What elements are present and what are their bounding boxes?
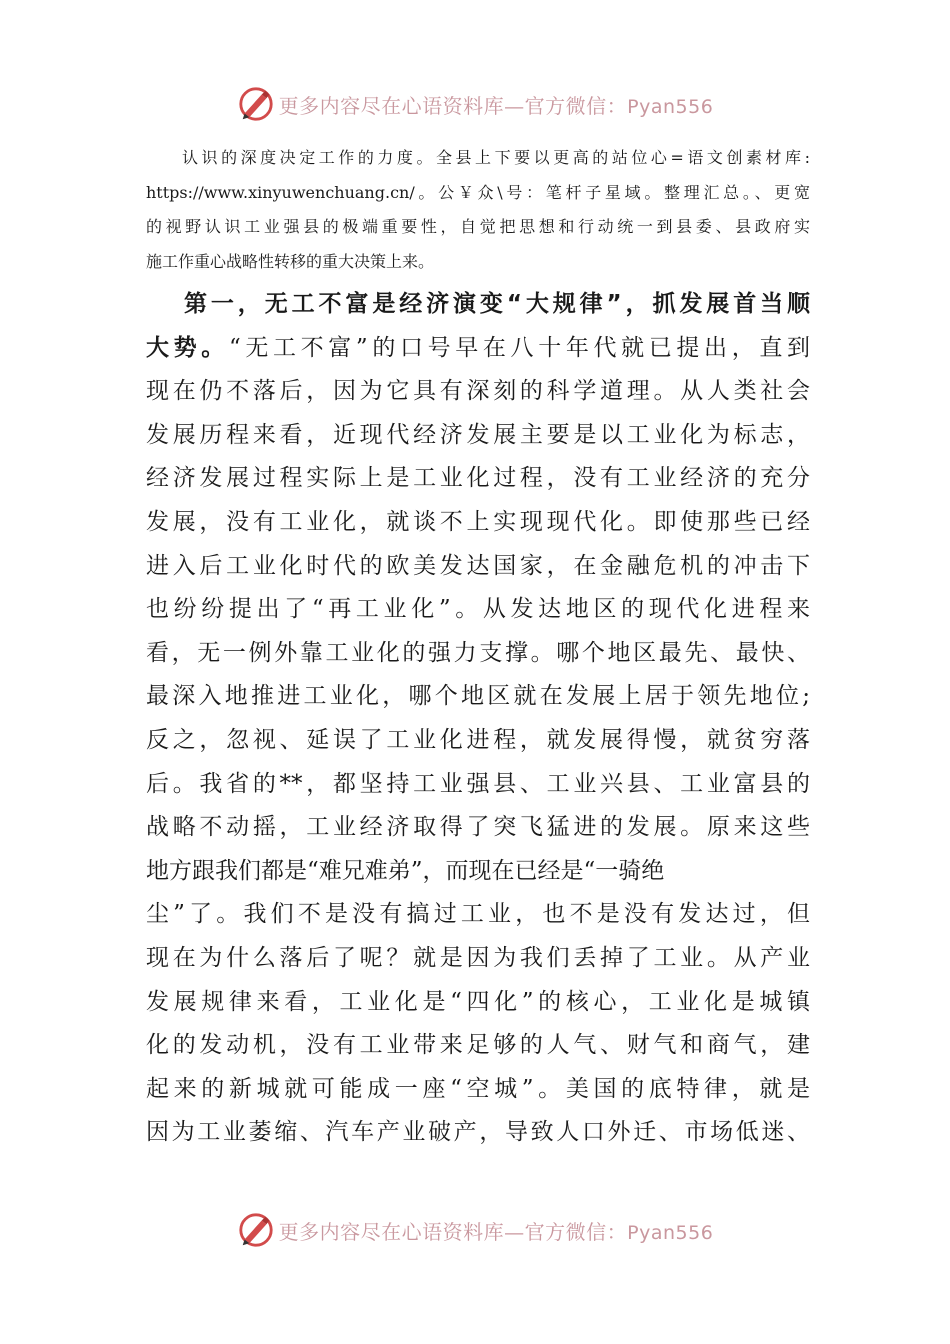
body-line bbox=[146, 327, 810, 371]
body-line: 发展规律来看，工业化是“四化”的核心，工业化是城镇 bbox=[146, 988, 810, 1015]
pen-logo-icon bbox=[237, 1211, 275, 1249]
body-line: 经济发展过程实际上是工业化过程，没有工业经济的充分 bbox=[146, 465, 810, 492]
main-paragraph bbox=[146, 283, 810, 1155]
section-heading: 第一，无工不富是经济演变“大规律”，抓发展首当顺 bbox=[184, 291, 810, 317]
page-header bbox=[0, 84, 950, 124]
heading-line bbox=[146, 283, 810, 327]
footer-banner-text: 更多内容尽在心语资料库—官方微信：Pyan556 bbox=[278, 1219, 714, 1244]
body-line: 尘”了。我们不是没有搞过工业，也不是没有发达过，但 bbox=[146, 901, 810, 928]
body-line: 因为工业萎缩、汽车产业破产，导致人口外迁、市场低迷、 bbox=[146, 1119, 810, 1146]
body-line: 也纷纷提出了“再工业化”。从发达地区的现代化进程来 bbox=[146, 596, 810, 623]
intro-paragraph bbox=[146, 141, 810, 279]
intro-line: 的视野认识工业强县的极端重要性，自觉把思想和行动统一到县委、县政府实 bbox=[146, 217, 810, 236]
header-wechat-id: Pyan556 bbox=[627, 95, 714, 118]
body-line: 发展，没有工业化，就谈不上实现现代化。即使那些已经 bbox=[146, 508, 810, 535]
header-banner bbox=[237, 85, 714, 123]
body-line: 地方跟我们都是“难兄难弟”，而现在已经是“一骑绝 bbox=[146, 857, 665, 884]
intro-line: 施工作重心战略性转移的重大决策上来。 bbox=[146, 251, 435, 271]
body-line: 起来的新城就可能成一座“空城”。美国的底特律，就是 bbox=[146, 1075, 810, 1102]
body-text: “无工不富”的口号早在八十年代就已提出，直到 bbox=[228, 334, 810, 361]
section-heading-end: 大势。 bbox=[146, 334, 229, 361]
intro-line: 认识的深度决定工作的力度。全县上下要以更高的站位心=语文创素材库: bbox=[182, 148, 810, 167]
header-banner-text: 更多内容尽在心语资料库—官方微信：Pyan556 bbox=[278, 93, 714, 118]
body-line: 现在仍不落后，因为它具有深刻的科学道理。从人类社会 bbox=[146, 378, 810, 405]
footer-banner bbox=[237, 1211, 714, 1249]
pen-logo-icon bbox=[237, 85, 275, 123]
body-line: 后。我省的**，都坚持工业强县、工业兴县、工业富县的 bbox=[146, 770, 810, 797]
body-line: 化的发动机，没有工业带来足够的人气、财气和商气，建 bbox=[146, 1032, 810, 1059]
body-line: 发展历程来看，近现代经济发展主要是以工业化为标志， bbox=[146, 421, 810, 448]
footer-wechat-id: Pyan556 bbox=[627, 1221, 714, 1244]
body-line: 进入后工业化时代的欧美发达国家，在金融危机的冲击下 bbox=[146, 552, 810, 579]
body-line: 看，无一例外靠工业化的强力支撑。哪个地区最先、最快、 bbox=[146, 639, 810, 666]
body-line: 反之，忽视、延误了工业化进程，就发展得慢，就贫穷落 bbox=[146, 726, 810, 753]
body-line: 战略不动摇，工业经济取得了突飞猛进的发展。原来这些 bbox=[146, 814, 810, 841]
page-footer bbox=[0, 1210, 950, 1250]
intro-line: https://www.xinyuwenchuang.cn/。公￥众\号：笔杆子星域。整理汇总。、更宽 bbox=[146, 182, 810, 202]
body-line: 最深入地推进工业化，哪个地区就在发展上居于领先地位; bbox=[146, 683, 810, 710]
body-line: 现在为什么落后了呢？就是因为我们丢掉了工业。从产业 bbox=[146, 944, 810, 971]
